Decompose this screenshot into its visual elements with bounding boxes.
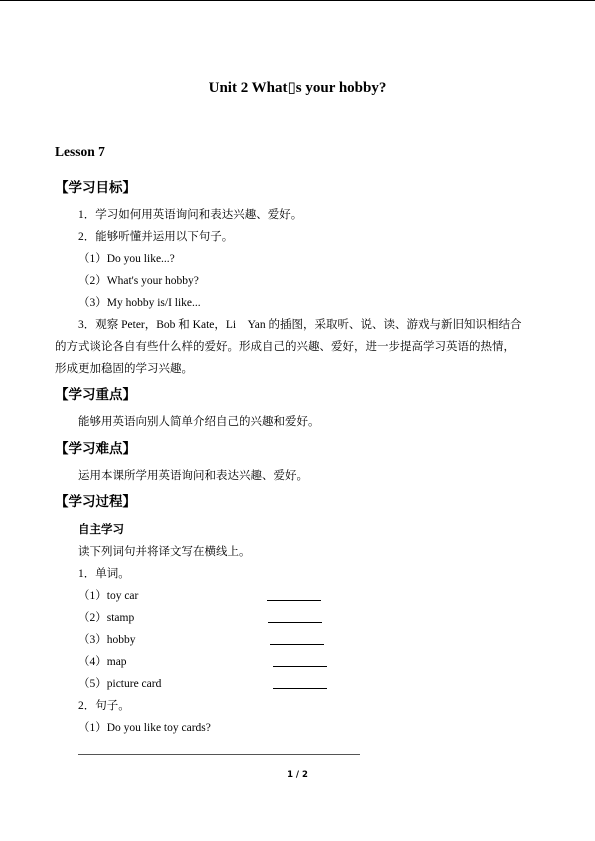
difficulties-heading: 【学习难点】 bbox=[55, 441, 136, 457]
answer-blank[interactable] bbox=[273, 656, 327, 667]
objectives-heading: 【学习目标】 bbox=[55, 180, 136, 196]
objective-line: （1）Do you like...? bbox=[78, 253, 175, 265]
page-top-border bbox=[0, 0, 595, 1]
answer-blank[interactable] bbox=[268, 612, 322, 623]
sentence-item: （1）Do you like toy cards? bbox=[78, 722, 211, 734]
document-title: Unit 2 What▯s your hobby? bbox=[208, 80, 387, 96]
objective-line: 3．观察 Peter，Bob 和 Kate，Li Yan 的插图，采取听、说、读、游戏与新旧知识相结合 bbox=[78, 319, 522, 331]
answer-blank[interactable] bbox=[273, 678, 327, 689]
word-item: （2）stamp bbox=[78, 612, 135, 624]
word-item: （5）picture card bbox=[78, 678, 162, 690]
page-number: 1 / 2 bbox=[287, 770, 308, 780]
words-heading: 1．单词。 bbox=[78, 568, 130, 580]
key-points-heading: 【学习重点】 bbox=[55, 387, 136, 403]
word-item: （4）map bbox=[78, 656, 127, 668]
answer-blank[interactable] bbox=[267, 590, 321, 601]
self-study-subheading: 自主学习 bbox=[78, 522, 124, 536]
instruction-text: 读下列词句并将译文写在横线上。 bbox=[78, 546, 251, 558]
word-item: （3）hobby bbox=[78, 634, 136, 646]
difficulties-text: 运用本课所学用英语询问和表达兴趣、爱好。 bbox=[78, 470, 308, 482]
objective-line: 2．能够听懂并运用以下句子。 bbox=[78, 231, 234, 243]
answer-blank[interactable] bbox=[270, 634, 324, 645]
lesson-label: Lesson 7 bbox=[55, 144, 105, 159]
objective-line: 形成更加稳固的学习兴趣。 bbox=[55, 363, 193, 375]
objective-line: 1．学习如何用英语询问和表达兴趣、爱好。 bbox=[78, 209, 303, 221]
objective-line: （3）My hobby is/I like... bbox=[78, 297, 201, 309]
sentences-heading: 2．句子。 bbox=[78, 700, 130, 712]
key-points-text: 能够用英语向别人简单介绍自己的兴趣和爱好。 bbox=[78, 416, 320, 428]
process-heading: 【学习过程】 bbox=[55, 494, 136, 510]
answer-line[interactable] bbox=[78, 754, 360, 755]
word-item: （1）toy car bbox=[78, 590, 139, 602]
objective-line: （2）What's your hobby? bbox=[78, 275, 199, 287]
objective-line: 的方式谈论各自有些什么样的爱好。形成自己的兴趣、爱好，进一步提高学习英语的热情， bbox=[55, 341, 515, 353]
